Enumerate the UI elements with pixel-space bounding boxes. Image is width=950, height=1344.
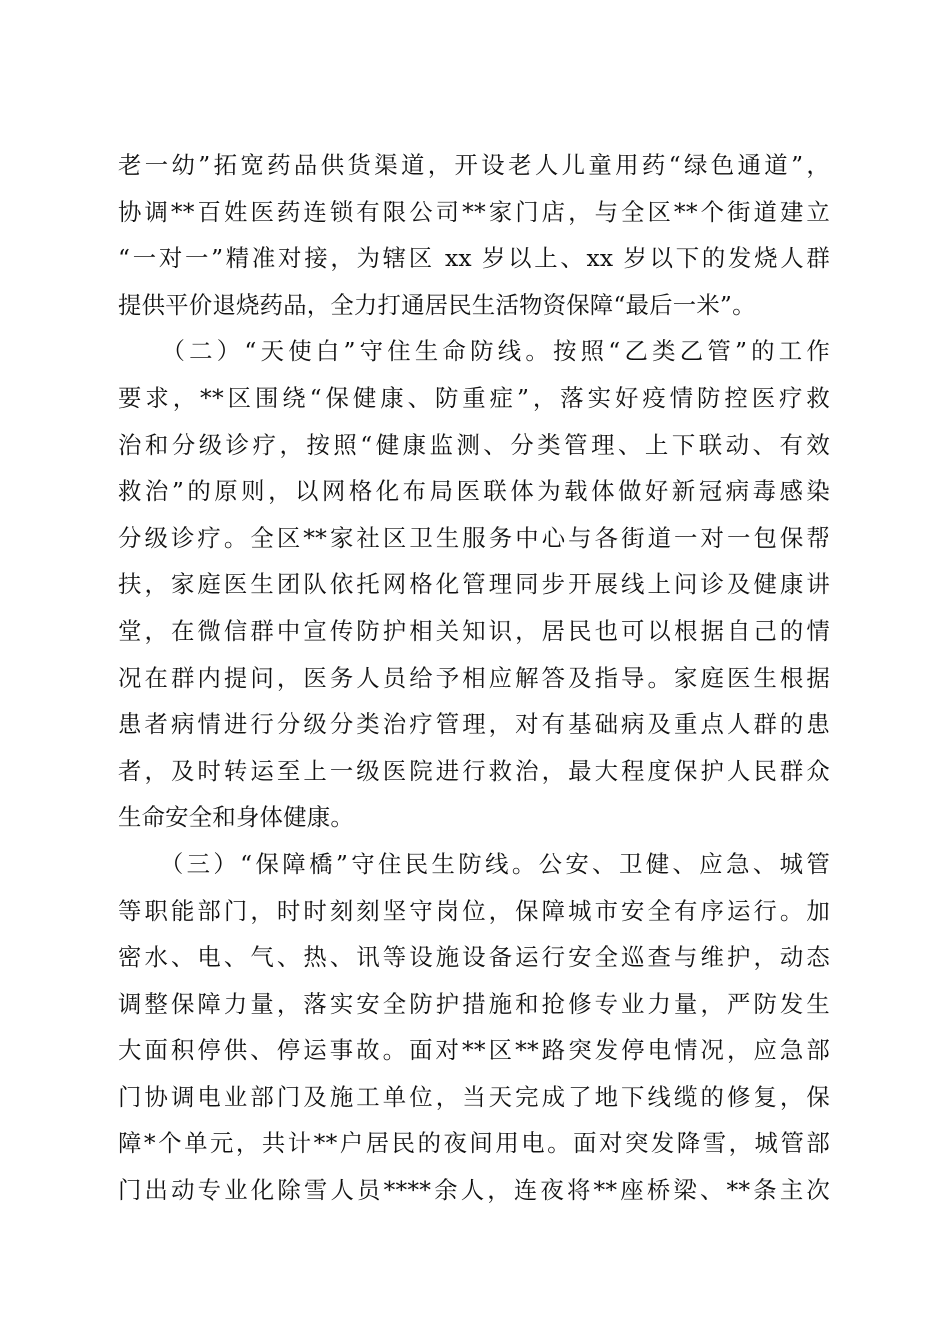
text-line: 堂，在微信群中宣传防护相关知识，居民也可以根据自己的情 — [118, 616, 830, 645]
text-line: 治和分级诊疗，按照“健康监测、分类管理、上下联动、有效 — [118, 430, 830, 459]
paragraph-1 — [118, 142, 830, 328]
text-line: 提供平价退烧药品，全力打通居民生活物资保障“最后一米”。 — [118, 290, 756, 319]
text-line: 分级诊疗。全区**家社区卫生服务中心与各街道一对一包保帮 — [118, 523, 830, 552]
text-line: 门协调电业部门及施工单位，当天完成了地下线缆的修复，保 — [118, 1082, 830, 1111]
text-line: （二）“天使白”守住生命防线。按照“乙类乙管”的工作 — [118, 337, 830, 366]
text-line: 况在群内提问，医务人员给予相应解答及指导。家庭医生根据 — [118, 663, 830, 692]
text-line: 大面积停供、停运事故。面对**区**路突发停电情况，应急部 — [118, 1036, 830, 1065]
text-line: 生命安全和身体健康。 — [118, 803, 354, 832]
text-line: 老一幼”拓宽药品供货渠道，开设老人儿童用药“绿色通道”， — [118, 151, 830, 179]
text-line: 要求，**区围绕“保健康、防重症”，落实好疫情防控医疗救 — [118, 383, 830, 412]
text-line: 障*个单元，共计**户居民的夜间用电。面对突发降雪，城管部 — [118, 1129, 830, 1158]
text-line: （三）“保障橋”守住民生防线。公安、卫健、应急、城管 — [118, 849, 830, 878]
text-line: “一对一”精准对接，为辖区 xx 岁以上、xx 岁以下的发烧人群 — [118, 244, 830, 273]
text-line: 调整保障力量，落实安全防护措施和抢修专业力量，严防发生 — [118, 989, 830, 1018]
text-line: 等职能部门，时时刻刻坚守岗位，保障城市安全有序运行。加 — [118, 896, 830, 925]
paragraph-2 — [118, 328, 830, 841]
text-line: 救治”的原则，以网格化布局医联体为载体做好新冠病毒感染 — [118, 477, 830, 506]
text-line: 密水、电、气、热、讯等设施设备运行安全巡查与维护，动态 — [118, 943, 830, 972]
paragraph-3 — [118, 841, 830, 1214]
document-body — [118, 142, 830, 1214]
text-line: 者，及时转运至上一级医院进行救治，最大程度保护人民群众 — [118, 756, 830, 785]
text-line: 协调**百姓医药连锁有限公司**家门店，与全区**个街道建立 — [118, 197, 830, 226]
text-line: 扶，家庭医生团队依托网格化管理同步开展线上问诊及健康讲 — [118, 570, 830, 599]
text-line: 患者病情进行分级分类治疗管理，对有基础病及重点人群的患 — [118, 710, 830, 739]
text-line: 门出动专业化除雪人员****余人，连夜将**座桥梁、**条主次 — [118, 1176, 830, 1205]
